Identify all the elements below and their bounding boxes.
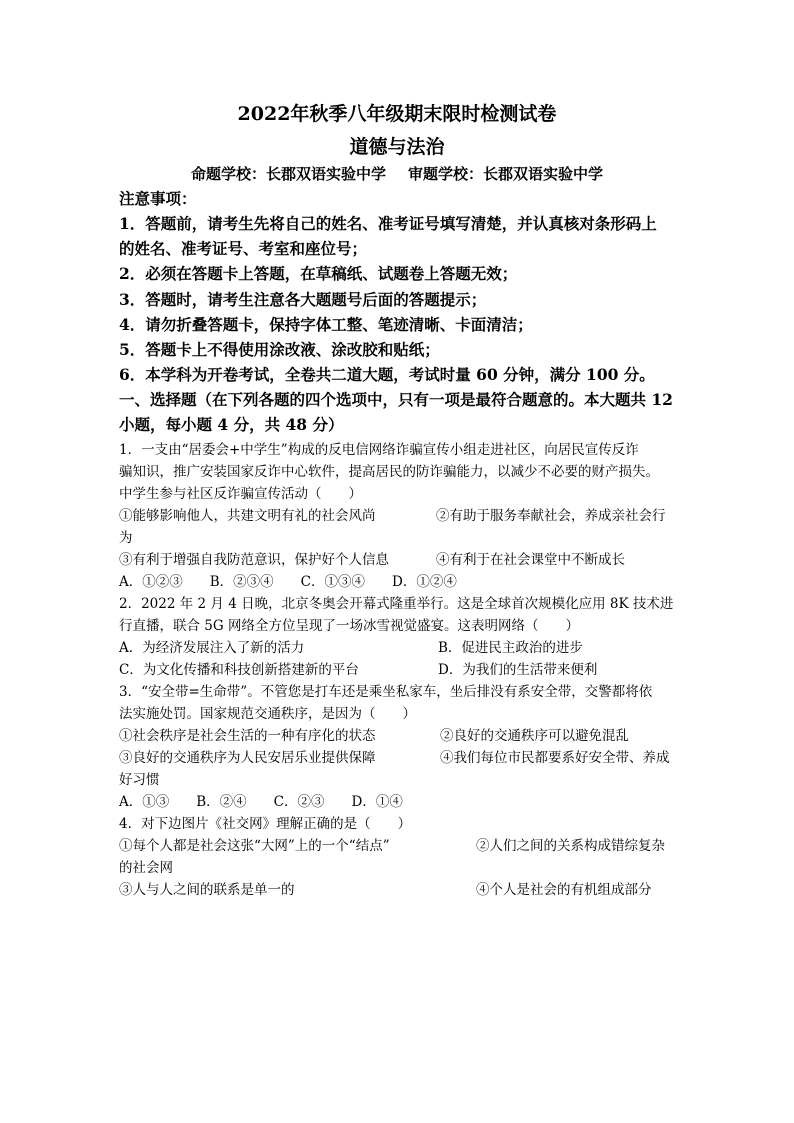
notice-item: 4．请勿折叠答题卡，保持字体工整、笔迹清晰、卡面清洁；: [119, 315, 533, 334]
reviewer-school: 审题学校：长郡双语实验中学: [408, 165, 604, 183]
notice-item: 3．答题时，请考生注意各大题题号后面的答题提示；: [119, 290, 487, 309]
q1-option-1: ①能够影响他人，共建文明有礼的社会风尚: [119, 508, 376, 524]
q3-option-4-cont: 好习惯: [119, 772, 160, 788]
q1-stem: 中学生参与社区反诈骗宣传活动（ ）: [119, 486, 362, 502]
q4-option-2: ②人们之间的关系构成错综复杂: [476, 838, 665, 854]
q1-choices: A．①②③ B．②③④ C．①③④ D．①②④: [119, 574, 457, 590]
q3-option-4: ④我们每位市民都要系好安全带、养成: [440, 750, 670, 766]
q3-option-3: ③良好的交通秩序为人民安居乐业提供保障: [119, 750, 376, 766]
q1-option-4: ④有利于在社会课堂中不断成长: [436, 552, 625, 568]
q3-stem: 3．“安全带=生命带”。不管您是打车还是乘坐私家车，坐后排没有系安全带，交警都将依: [119, 684, 653, 700]
q2-choice-d: D．为我们的生活带来便利: [438, 662, 598, 678]
setter-school: 命题学校：长郡双语实验中学: [190, 165, 386, 183]
q1-option-2: ②有助于服务奉献社会，养成亲社会行: [436, 508, 666, 524]
q1-stem: 骗知识，推广安装国家反诈中心软件，提高居民的防诈骗能力，以减少不必要的财产损失。: [119, 464, 659, 480]
q2-stem: 2．2022 年 2 月 4 日晚，北京冬奥会开幕式隆重举行。这是全球首次规模化应用 8K 技术进: [119, 596, 674, 612]
q4-option-2-cont: 的社会网: [119, 860, 173, 876]
exam-title: 2022年秋季八年级期末限时检测试卷: [237, 103, 557, 125]
q4-option-1: ①每个人都是社会这张“大网”上的一个“结点”: [119, 838, 390, 854]
q4-option-3: ③人与人之间的联系是单一的: [119, 882, 295, 898]
q2-choice-c: C．为文化传播和科技创新搭建新的平台: [119, 662, 359, 678]
q2-stem: 行直播，联合 5G 网络全方位呈现了一场冰雪视觉盛宴。这表明网络（ ）: [119, 618, 579, 634]
school-info: [0, 163, 794, 184]
notice-heading: 注意事项：: [119, 189, 197, 208]
q4-stem: 4．对下边图片《社交网》理解正确的是（ ）: [119, 816, 412, 832]
section-heading-cont: 小题，每小题 4 分，共 48 分）: [119, 415, 344, 434]
notice-item: 2．必须在答题卡上答题，在草稿纸、试题卷上答题无效；: [119, 264, 518, 283]
q2-choice-a: A．为经济发展注入了新的活力: [119, 640, 305, 656]
q3-option-1: ①社会秩序是社会生活的一种有序化的状态: [119, 728, 376, 744]
q1-option-2-cont: 为: [119, 530, 133, 546]
section-heading: 一、选择题（在下列各题的四个选项中，只有一项是最符合题意的。本大题共 12: [119, 390, 673, 409]
q3-stem: 法实施处罚。国家规范交通秩序，是因为（ ）: [119, 706, 416, 722]
notice-item: 6．本学科为开卷考试，全卷共二道大题，考试时量 60 分钟，满分 100 分。: [119, 365, 655, 384]
subject-title: 道德与法治: [349, 136, 445, 158]
q3-choices: A．①③ B．②④ C．②③ D．①④: [119, 794, 403, 810]
notice-item: 的姓名、准考证号、考室和座位号；: [119, 239, 368, 258]
q4-option-4: ④个人是社会的有机组成部分: [476, 882, 652, 898]
notice-item: 1．答题前，请考生先将自己的姓名、准考证号填写清楚，并认真核对条形码上: [119, 214, 657, 233]
q1-option-3: ③有利于增强自我防范意识，保护好个人信息: [119, 552, 389, 568]
notice-item: 5．答题卡上不得使用涂改液、涂改胶和贴纸；: [119, 340, 440, 359]
q2-choice-b: B．促进民主政治的进步: [438, 640, 583, 656]
q1-stem: 1．一支由“居委会+中学生”构成的反电信网络诈骗宣传小组走进社区，向居民宣传反诈: [119, 442, 639, 458]
q3-option-2: ②良好的交通秩序可以避免混乱: [440, 728, 629, 744]
